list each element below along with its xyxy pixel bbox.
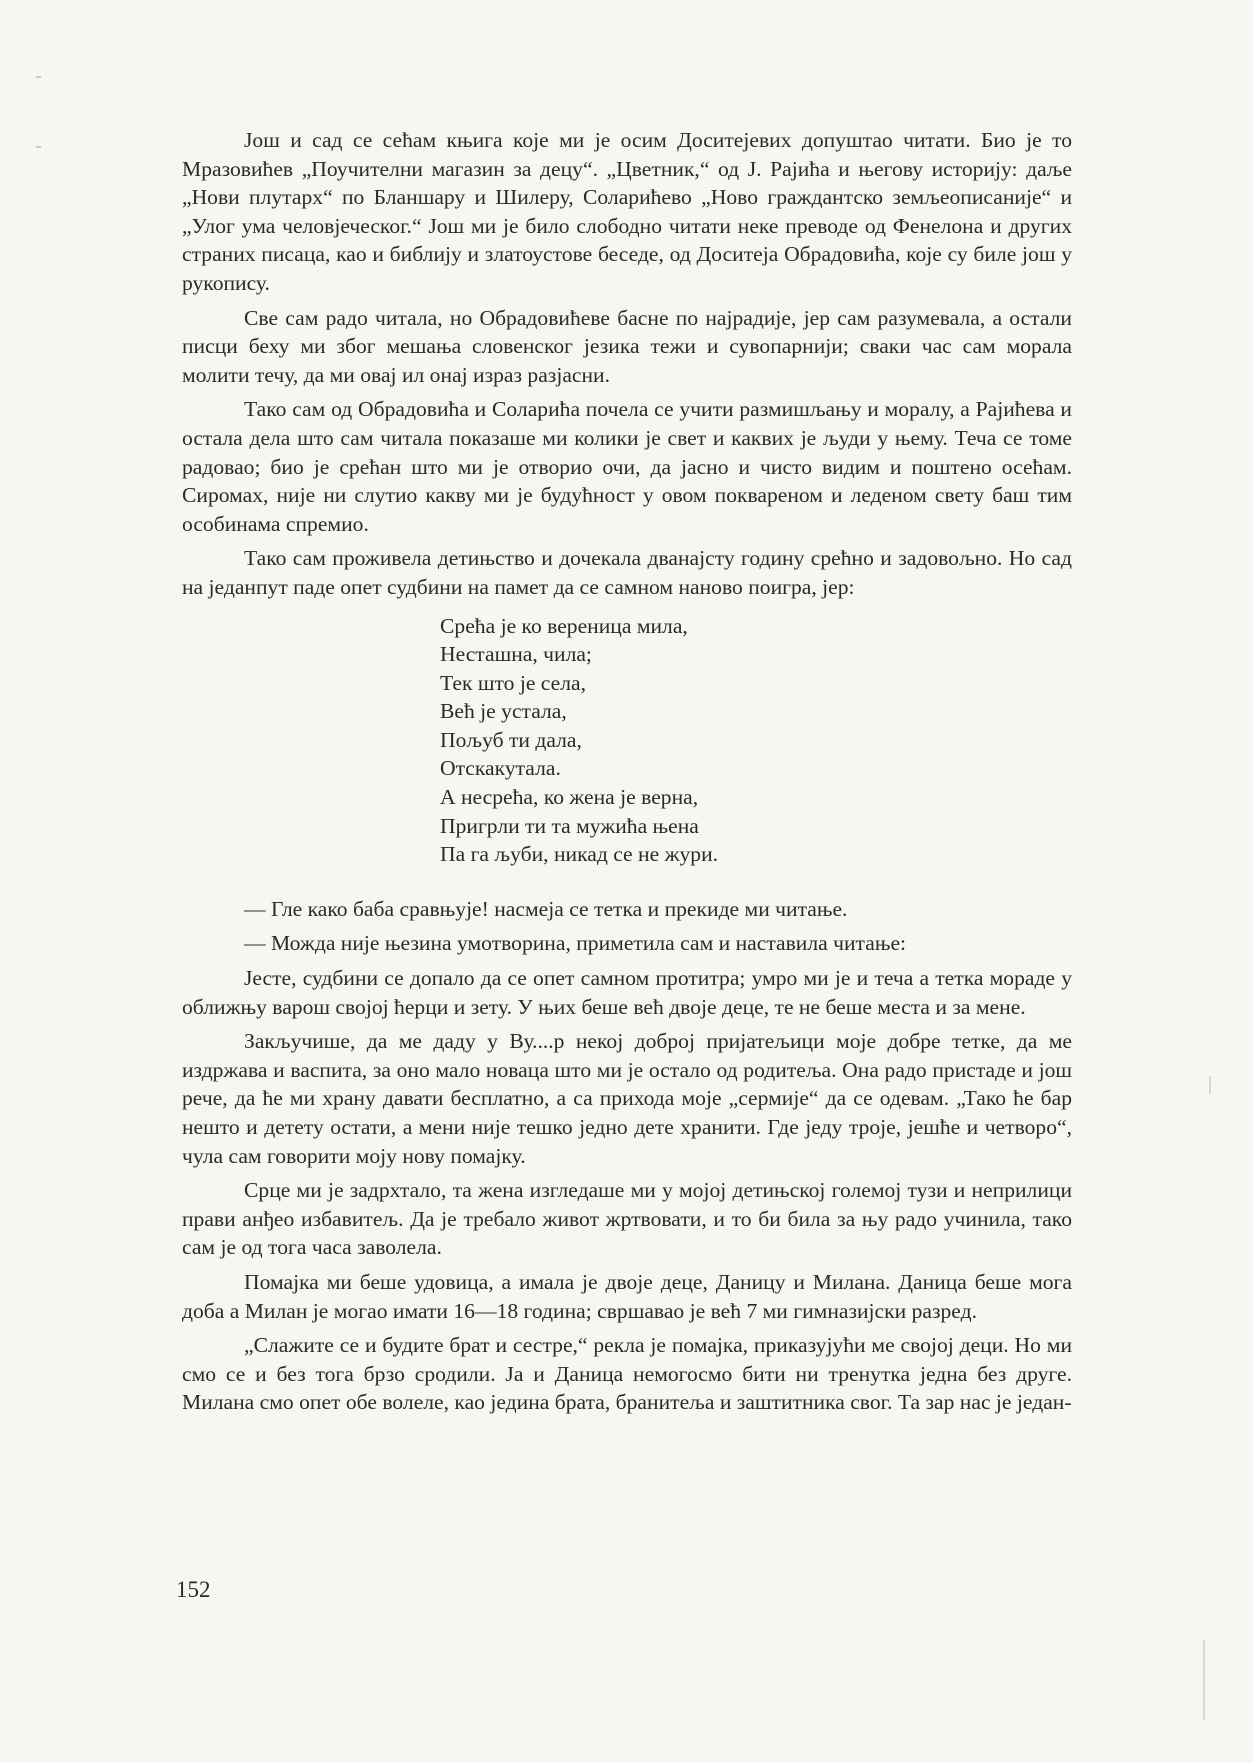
scan-edge-mark [1209,1076,1211,1094]
poem-line: Срећа је ко вереница мила, [440,613,688,638]
poem-line: Већ је устала, [440,699,567,724]
paragraph-11: „Слажите се и будите брат и сестре,“ рекла је помајка, приказујући ме својој деци. Но ми смо се и без тога брзо сродили. Ја и Даница немогосмо бити ни тренутка једна без друге. Милана смо опет обе волеле, као једина брата, бранитеља и заштитника свог. Та зар нас је један- [182,1333,1072,1415]
poem-line: Несташна, чила; [440,642,592,667]
page-body [182,126,1072,1423]
poem [440,612,1072,869]
scan-edge-mark [1203,1640,1205,1720]
paragraph-8: Закључише, да ме даду у Ву....р некој доброј пријатељици моје добре тетке, да ме издржава и васпита, за оно мало новаца што ми је остало од родитеља. Она радо пристаде и још рече, да ће ми храну давати бесплатно, а са прихода моје „сермије“ да се одевам. „Тако ће бар нешто и детету остати, а мени није тешко једно дете хранити. Где једу троје, јешће и четворо“, чула сам говорити моју нову помајку. [182,1029,1072,1168]
paragraph-1: Још и сад се сећам књига које ми је осим Доситејевих допуштао читати. Био је то Мразовићев „Поучителни магазин за децу“. „Цветник,“ од Ј. Рајића и његову историју: даље „Нови плутарх“ по Бланшару и Шилеру, Соларићево „Ново граждантско земљеописаније“ и „Улог ума человјеческог.“ Још ми је било слободно читати неке преводе од Фенелона и других страних писаца, као и библију и златоустове беседе, од Доситеја Обрадовића, које су биле још у рукопису. [182,128,1072,295]
scan-edge-mark [36,76,41,78]
poem-line: Пригрли ти та мужића њена [440,813,699,838]
poem-line: А несрећа, ко жена је верна, [440,785,699,810]
paragraph-6: — Можда није њезина умотворина, приметила сам и наставила читање: [244,931,907,956]
paragraph-3: Тако сам од Обрадовића и Соларића почела се учити размишљању и моралу, а Рајићева и остала дела што сам читала показаше ми колики је свет и каквих је људи у њему. Теча се томе радовао; био је срећан што ми је отворио очи, да јасно и чисто видим и поштено осећам. Сиромах, није ни слутио какву ми је будућност у овом поквареном и леденом свету баш тим особинама спремио. [182,397,1072,536]
poem-line: Отскакутала. [440,756,561,781]
paragraph-10: Помајка ми беше удовица, а имала је двоје деце, Даницу и Милана. Даница беше мога доба а Милан је могао имати 16—18 година; свршавао је већ 7 ми гимназијски разред. [182,1269,1072,1323]
paragraph-7: Јесте, судбини се допало да се опет самном протитра; умро ми је и теча а тетка мораде у оближњу варош својој ћерци и зету. У њих беше већ двоје деце, те не беше места и за мене. [182,966,1072,1019]
paragraph-4: Тако сам проживела детињство и дочекала дванајсту годину срећно и задовољно. Но сад на једанпут паде опет судбини на памет да се самном наново поигра, јер: [182,546,1072,599]
page-number: 152 [176,1577,211,1602]
paragraph-5: — Гле како баба сравњује! насмеја се тетка и прекиде ми читање. [244,896,848,921]
paragraph-2: Све сам радо читала, но Обрадовићеве басне по најрадије, јер сам разумевала, а остали писци беху ми због мешања словенског језика тежи и сувопарнији; сваки час сам морала молити течу, да ми овај ил онај израз разјасни. [182,305,1072,387]
poem-line: Па га љуби, никад се не жури. [440,842,719,867]
poem-line: Тек што је села, [440,670,586,695]
poem-line: Пољуб ти дала, [440,727,582,752]
paragraph-9: Срце ми је задрхтало, та жена изгледаше ми у мојој детињској големој тузи и неприлици прави анђео избавитељ. Да је требало живот жртвовати, и то би била за њу радо учинила, тако сам је од тога часа заволела. [182,1178,1072,1260]
scan-edge-mark [36,146,41,148]
